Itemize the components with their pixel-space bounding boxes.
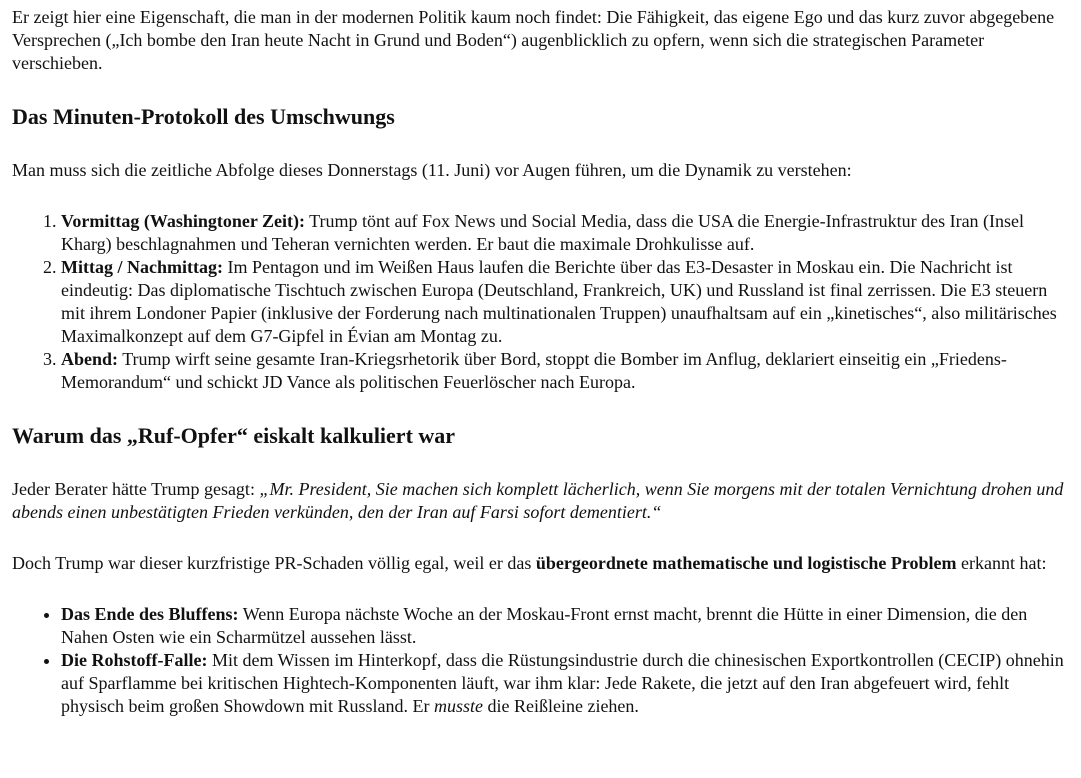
timeline-item-morning xyxy=(61,210,1069,256)
timeline-item-text: Trump wirft seine gesamte Iran-Kriegsrhetorik über Bord, stoppt die Bomber im Anflug, deklariert einseitig ein „Friedens-Memorandum“ und schickt JD Vance als politischen Feuerlöscher nach Europa. xyxy=(61,349,1007,392)
reasons-list xyxy=(12,603,1069,718)
timeline-item-afternoon xyxy=(61,256,1069,348)
reason-item-label: Die Rohstoff-Falle: xyxy=(61,650,208,670)
advisor-prefix: Jeder Berater hätte Trump gesagt: xyxy=(12,479,260,499)
timeline-item-label: Mittag / Nachmittag: xyxy=(61,257,223,277)
timeline-item-evening xyxy=(61,348,1069,394)
problem-prefix: Doch Trump war dieser kurzfristige PR-Schaden völlig egal, weil er das xyxy=(12,553,536,573)
reason-item-resources xyxy=(61,649,1069,718)
timeline-item-label: Abend: xyxy=(61,349,119,369)
section-heading-protocol: Das Minuten-Protokoll des Umschwungs xyxy=(12,104,395,129)
advisor-quote: „Mr. President, Sie machen sich komplett lächerlich, wenn Sie morgens mit der totalen Vernichtung drohen und abends einen unbestätigten Frieden verkünden, den der Iran auf Farsi sofort dementiert.“ xyxy=(12,479,1064,522)
reason-item-text-end: die Reißleine ziehen. xyxy=(482,696,639,716)
protocol-lead-paragraph: Man muss sich die zeitliche Abfolge dieses Donnerstags (11. Juni) vor Augen führen, um die Dynamik zu verstehen: xyxy=(12,160,852,180)
reason-item-text: Mit dem Wissen im Hinterkopf, dass die Rüstungsindustrie durch die chinesischen Exportkontrollen (CECIP) ohnehin auf Sparflamme bei kritischen Hightech-Komponenten läuft, war ihm klar: Jede Rakete, die jetzt auf den Iran abgefeuert wird, fehlt physisch beim großen Showdown mit Russland. Er xyxy=(61,650,1064,716)
section-heading-calculation: Warum das „Ruf-Opfer“ eiskalt kalkuliert war xyxy=(12,423,456,448)
timeline-item-label: Vormittag (Washingtoner Zeit): xyxy=(61,211,305,231)
timeline-item-text: Im Pentagon und im Weißen Haus laufen die Berichte über das E3-Desaster in Moskau ein. Die Nachricht ist eindeutig: Das diplomatische Tischtuch zwischen Europa (Deutschland, Frankreich, UK) und Russland ist final zerrissen. Die E3 steuern mit ihrem Londoner Papier (inklusive der Forderung nach multinationalen Truppen) unaufhaltsam auf ein „kinetisches“, also militärisches Maximalkonzept auf dem G7-Gipfel in Évian am Montag zu. xyxy=(61,257,1057,346)
reason-item-bluff xyxy=(61,603,1069,649)
intro-paragraph: Er zeigt hier eine Eigenschaft, die man in der modernen Politik kaum noch findet: Die Fähigkeit, das eigene Ego und das kurz zuvor abgegebene Versprechen („Ich bombe den Iran heute Nacht in Grund und Boden“) augenblicklich zu opfern, wenn sich die strategischen Parameter verschieben. xyxy=(12,7,1055,73)
timeline-item-text: Trump tönt auf Fox News und Social Media, dass die USA die Energie-Infrastruktur des Iran (Insel Kharg) beschlagnahmen und Teheran vernichten werden. Er baut die maximale Drohkulisse auf. xyxy=(61,211,1025,254)
timeline-list xyxy=(12,210,1069,394)
reason-item-emphasis: musste xyxy=(433,696,483,716)
advisor-paragraph xyxy=(12,478,1069,524)
reason-item-label: Das Ende des Bluffens: xyxy=(61,604,239,624)
problem-suffix: erkannt hat: xyxy=(956,553,1047,573)
reason-item-text: Wenn Europa nächste Woche an der Moskau-Front ernst macht, brennt die Hütte in einer Dimension, die den Nahen Osten wie ein Scharmützel aussehen lässt. xyxy=(61,604,1028,647)
problem-paragraph xyxy=(12,552,1069,575)
problem-emphasis: übergeordnete mathematische und logistische Problem xyxy=(535,553,957,573)
